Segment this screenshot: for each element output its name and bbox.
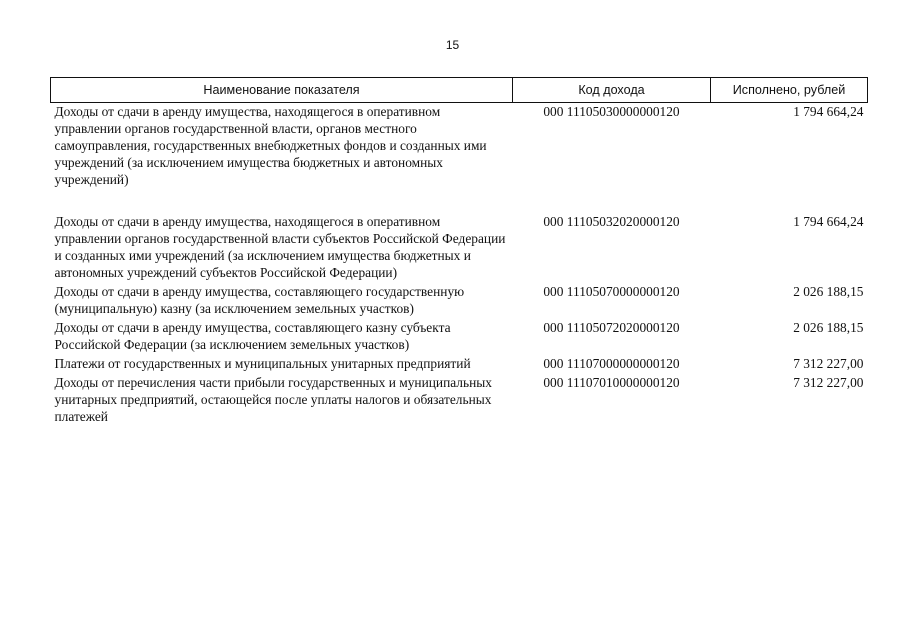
page-number: 15 bbox=[445, 38, 460, 52]
income-code-cell: 000 11107010000000120 bbox=[543, 375, 680, 390]
income-code-cell: 000 11105072020000120 bbox=[543, 320, 680, 335]
executed-amount-cell: 1 794 664,24 bbox=[793, 214, 864, 229]
indicator-name-cell: Доходы от сдачи в аренду имущества, составляющего казну субъекта Российской Федерации (за исключением земельных участков) bbox=[54, 320, 451, 352]
executed-amount-cell: 2 026 188,15 bbox=[793, 284, 864, 299]
executed-amount-cell: 7 312 227,00 bbox=[793, 375, 864, 390]
income-code-cell: 000 11105070000000120 bbox=[543, 284, 680, 299]
table-row bbox=[51, 103, 868, 214]
table-row bbox=[51, 355, 868, 374]
table-row bbox=[51, 283, 868, 319]
header-income-code: Код дохода bbox=[513, 78, 711, 103]
income-code-cell: 000 11105030000000120 bbox=[543, 104, 680, 119]
income-table bbox=[50, 77, 868, 427]
income-code-cell: 000 11105032020000120 bbox=[543, 214, 680, 229]
executed-amount-cell: 7 312 227,00 bbox=[793, 356, 864, 371]
executed-amount-cell: 2 026 188,15 bbox=[793, 320, 864, 335]
table-row bbox=[51, 213, 868, 283]
executed-amount-cell: 1 794 664,24 bbox=[793, 104, 864, 119]
header-row bbox=[51, 78, 868, 103]
table-row bbox=[51, 319, 868, 355]
income-code-cell: 000 11107000000000120 bbox=[543, 356, 680, 371]
indicator-name-cell: Доходы от перечисления части прибыли государственных и муниципальных унитарных предприятий, остающейся после уплаты налогов и обязательных платежей bbox=[54, 375, 492, 424]
table-body bbox=[51, 103, 868, 428]
header-executed-amount: Исполнено, рублей bbox=[711, 78, 868, 103]
indicator-name-cell: Платежи от государственных и муниципальных унитарных предприятий bbox=[54, 356, 471, 371]
indicator-name-cell: Доходы от сдачи в аренду имущества, находящегося в оперативном управлении органов государственной власти, органов местного самоуправления, государственных внебюджетных фондов и созданных ими учреждений (за исключением имущества бюджетных и автономных учреждений) bbox=[54, 104, 487, 187]
indicator-name-cell: Доходы от сдачи в аренду имущества, находящегося в оперативном управлении органов государственной власти субъектов Российской Федерации и созданных ими учреждений (за исключением имущества бюджетных и автономных учреждений субъектов Российской Федерации) bbox=[54, 214, 506, 280]
table-header bbox=[51, 78, 868, 103]
indicator-name-cell: Доходы от сдачи в аренду имущества, составляющего государственную (муниципальную) казну (за исключением земельных участков) bbox=[54, 284, 465, 316]
table-row bbox=[51, 374, 868, 427]
header-indicator-name: Наименование показателя bbox=[51, 78, 513, 103]
